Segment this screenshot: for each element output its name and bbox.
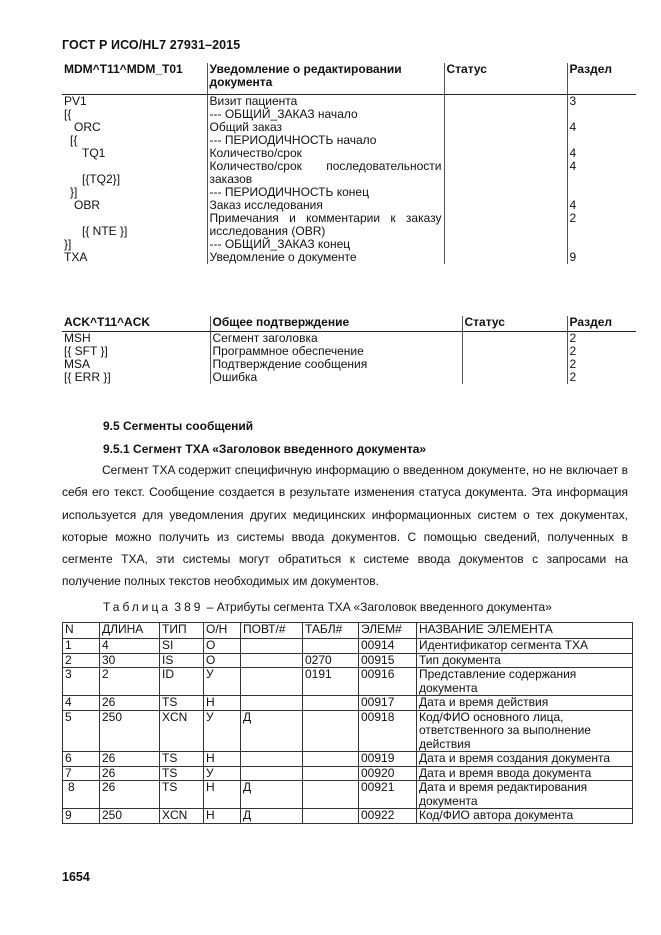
segment-cell: [{: [62, 108, 207, 121]
cell-length: 26: [100, 752, 160, 767]
status-cell: [462, 345, 567, 358]
cell-table: [303, 766, 359, 781]
table-row: [62, 108, 636, 121]
description-cell: Количество/срок последовательности заказов: [207, 160, 444, 186]
description-cell: Ошибка: [210, 371, 462, 384]
cell-optionality: Н: [204, 752, 241, 767]
cell-repeat: Д: [241, 710, 303, 752]
cell-type: TS: [160, 696, 204, 711]
table-row: [62, 251, 636, 264]
col-header-status: Статус: [462, 316, 567, 332]
cell-n: 9: [63, 809, 100, 824]
description-cell: Сегмент заголовка: [210, 332, 462, 346]
col-header-description: Общее подтверждение: [210, 316, 462, 332]
section-cell: 3: [569, 94, 577, 108]
segment-cell: TXA: [62, 251, 207, 264]
description-cell: Программное обеспечение: [210, 345, 462, 358]
section-cell: 2: [569, 331, 577, 345]
cell-element-name: Код/ФИО автора документа: [417, 809, 633, 824]
cell-element: 00917: [359, 696, 417, 711]
cell-length: 2: [100, 668, 160, 696]
description-cell: Заказ исследования: [207, 199, 444, 212]
table-row: [63, 781, 633, 809]
section-cell: 2: [569, 357, 577, 371]
cell-length: 250: [100, 710, 160, 752]
table-caption: [103, 600, 552, 614]
segment-cell: }]: [62, 238, 207, 251]
cell-n: 1: [63, 639, 100, 654]
cell-table: [303, 781, 359, 809]
table-row: [62, 371, 636, 384]
segment-cell: MSA: [62, 358, 210, 371]
cell-element-name: Дата и время ввода документа: [417, 766, 633, 781]
table-row: [62, 160, 636, 186]
cell-element: 00920: [359, 766, 417, 781]
cell-type: TS: [160, 781, 204, 809]
cell-length: 26: [100, 781, 160, 809]
description-cell: --- ПЕРИОДИЧНОСТЬ конец: [207, 186, 444, 199]
table-caption-word: Таблица: [103, 600, 172, 614]
cell-length: 250: [100, 809, 160, 824]
table-row: [63, 668, 633, 696]
section-cell: 4: [569, 146, 577, 160]
cell-element: 00915: [359, 653, 417, 668]
table-row: [62, 358, 636, 371]
cell-element-name: Дата и время действия: [417, 696, 633, 711]
section-cell: 2: [569, 211, 577, 225]
cell-type: SI: [160, 639, 204, 654]
cell-n: 4: [63, 696, 100, 711]
cell-type: IS: [160, 653, 204, 668]
cell-n: 8: [63, 781, 100, 809]
col-header-repeat: ПОВТ/#: [241, 623, 303, 639]
mdm-message-table: [62, 63, 636, 264]
cell-length: 30: [100, 653, 160, 668]
cell-n: 5: [63, 710, 100, 752]
table-caption-number: 389: [174, 600, 204, 614]
cell-element: 00918: [359, 710, 417, 752]
cell-element: 00921: [359, 781, 417, 809]
col-header-n: N: [63, 623, 100, 639]
status-cell: [462, 358, 567, 371]
section-cell: 4: [569, 198, 577, 212]
status-cell: [444, 199, 567, 212]
cell-repeat: [241, 696, 303, 711]
col-header-message: ACK^T11^ACK: [62, 316, 210, 332]
table-row: [63, 710, 633, 752]
col-header-optionality: О/Н: [204, 623, 241, 639]
cell-table: [303, 710, 359, 752]
col-header-section: Раздел: [567, 63, 636, 95]
cell-table: 0191: [303, 668, 359, 696]
table-header-row: [62, 316, 636, 332]
cell-repeat: [241, 752, 303, 767]
cell-n: 7: [63, 766, 100, 781]
col-header-table: ТАБЛ#: [303, 623, 359, 639]
paragraph: Сегмент TXA содержит специфичную информацию о введенном документе, но не включает в себя его текст. Сообщение создается в результате изменения статуса документа. Эта информация используется для уведомления других медицинских информационных систем о тех документах, которые можно получить из системы ввода документов. С помощью сведений, полученных в сегменте TXA, эти системы могут обратиться к системе ввода документов с запросами на получение полных текстов необходимых им документов.: [62, 463, 628, 589]
cell-length: 4: [100, 639, 160, 654]
segment-cell: OBR: [62, 199, 207, 212]
cell-n: 2: [63, 653, 100, 668]
table-row: [62, 95, 636, 109]
cell-element-name: Представление содержания документа: [417, 668, 633, 696]
section-cell: [567, 108, 636, 121]
description-cell: Общий заказ: [207, 121, 444, 134]
subsection-heading: 9.5.1 Сегмент TXA «Заголовок введенного документа»: [103, 442, 427, 456]
table-row: [63, 809, 633, 824]
cell-element: 00916: [359, 668, 417, 696]
section-cell: 2: [569, 370, 577, 384]
cell-table: 0270: [303, 653, 359, 668]
cell-optionality: Н: [204, 809, 241, 824]
status-cell: [444, 134, 567, 147]
cell-type: ID: [160, 668, 204, 696]
cell-element-name: Код/ФИО основного лица, ответственного за выполнение действия: [417, 710, 633, 752]
description-cell: --- ОБЩИЙ_ЗАКАЗ конец: [207, 238, 444, 251]
cell-optionality: Н: [204, 696, 241, 711]
cell-repeat: [241, 653, 303, 668]
status-cell: [444, 212, 567, 238]
cell-repeat: Д: [241, 781, 303, 809]
section-cell: [567, 238, 636, 251]
status-cell: [462, 332, 567, 346]
cell-repeat: [241, 639, 303, 654]
col-header-element: ЭЛЕМ#: [359, 623, 417, 639]
col-header-description: Уведомление о редактировании документа: [207, 63, 444, 95]
table-row: [63, 696, 633, 711]
table-row: [62, 332, 636, 346]
status-cell: [444, 160, 567, 186]
cell-length: 26: [100, 766, 160, 781]
cell-element: 00919: [359, 752, 417, 767]
section-cell: 4: [569, 159, 577, 173]
cell-table: [303, 752, 359, 767]
cell-n: 6: [63, 752, 100, 767]
status-cell: [462, 371, 567, 384]
table-header-row: [62, 63, 636, 95]
cell-n: 3: [63, 668, 100, 696]
cell-element: 00922: [359, 809, 417, 824]
col-header-section: Раздел: [567, 316, 636, 332]
cell-optionality: Н: [204, 781, 241, 809]
cell-table: [303, 809, 359, 824]
status-cell: [444, 186, 567, 199]
section-cell: 9: [569, 250, 577, 264]
table-row: [63, 766, 633, 781]
table-header-row: [63, 623, 633, 639]
description-cell: Примечания и комментарии к заказу исследования (OBR): [207, 212, 444, 238]
cell-repeat: [241, 766, 303, 781]
cell-element-name: Дата и время создания документа: [417, 752, 633, 767]
section-cell: 2: [569, 344, 577, 358]
col-header-element-name: НАЗВАНИЕ ЭЛЕМЕНТА: [417, 623, 633, 639]
segment-cell: [{ ERR }]: [62, 371, 210, 384]
cell-type: TS: [160, 766, 204, 781]
segment-cell: ORC: [62, 121, 207, 134]
col-header-message: MDM^T11^MDM_T01: [62, 63, 207, 95]
table-row: [62, 212, 636, 238]
description-cell: Количество/срок: [207, 147, 444, 160]
segment-cell: }]: [62, 186, 207, 199]
section-cell: [567, 186, 636, 199]
col-header-status: Статус: [444, 63, 567, 95]
status-cell: [444, 238, 567, 251]
cell-type: XCN: [160, 809, 204, 824]
description-cell: Подтверждение сообщения: [210, 358, 462, 371]
cell-repeat: Д: [241, 809, 303, 824]
txa-attributes-table: [62, 622, 633, 824]
cell-length: 26: [100, 696, 160, 711]
cell-element-name: Дата и время редактирования документа: [417, 781, 633, 809]
description-cell: Уведомление о документе: [207, 251, 444, 264]
table-row: [63, 639, 633, 654]
cell-table: [303, 639, 359, 654]
cell-optionality: О: [204, 639, 241, 654]
table-row: [63, 653, 633, 668]
page-number: 1654: [62, 870, 90, 884]
segment-cell: MSH: [62, 332, 210, 346]
cell-type: XCN: [160, 710, 204, 752]
ack-message-table: [62, 316, 636, 384]
status-cell: [444, 108, 567, 121]
status-cell: [444, 147, 567, 160]
cell-optionality: О: [204, 653, 241, 668]
col-header-type: ТИП: [160, 623, 204, 639]
section-cell: 4: [569, 120, 577, 134]
table-row: [63, 752, 633, 767]
description-cell: Визит пациента: [207, 95, 444, 109]
segment-cell: [{ NTE }]: [62, 212, 207, 238]
cell-element: 00914: [359, 639, 417, 654]
status-cell: [444, 95, 567, 109]
cell-type: TS: [160, 752, 204, 767]
table-caption-text: – Атрибуты сегмента TXA «Заголовок введенного документа»: [206, 600, 552, 614]
segment-cell: [{ SFT }]: [62, 345, 210, 358]
table-row: [62, 186, 636, 199]
cell-element-name: Идентификатор сегмента TXA: [417, 639, 633, 654]
cell-repeat: [241, 668, 303, 696]
cell-optionality: У: [204, 668, 241, 696]
cell-table: [303, 696, 359, 711]
description-cell: --- ОБЩИЙ_ЗАКАЗ начало: [207, 108, 444, 121]
running-header: ГОСТ Р ИСО/HL7 27931–2015: [62, 38, 241, 52]
segment-cell: TQ1: [62, 147, 207, 160]
segment-cell: [{: [62, 134, 207, 147]
segment-cell: PV1: [62, 95, 207, 109]
cell-optionality: У: [204, 766, 241, 781]
cell-element-name: Тип документа: [417, 653, 633, 668]
status-cell: [444, 251, 567, 264]
description-cell: --- ПЕРИОДИЧНОСТЬ начало: [207, 134, 444, 147]
section-heading: 9.5 Сегменты сообщений: [103, 419, 254, 433]
segment-cell: [{TQ2}]: [62, 160, 207, 186]
body-text: [62, 459, 628, 593]
status-cell: [444, 121, 567, 134]
cell-optionality: У: [204, 710, 241, 752]
section-cell: [567, 134, 636, 147]
table-row: [62, 134, 636, 147]
col-header-length: ДЛИНА: [100, 623, 160, 639]
